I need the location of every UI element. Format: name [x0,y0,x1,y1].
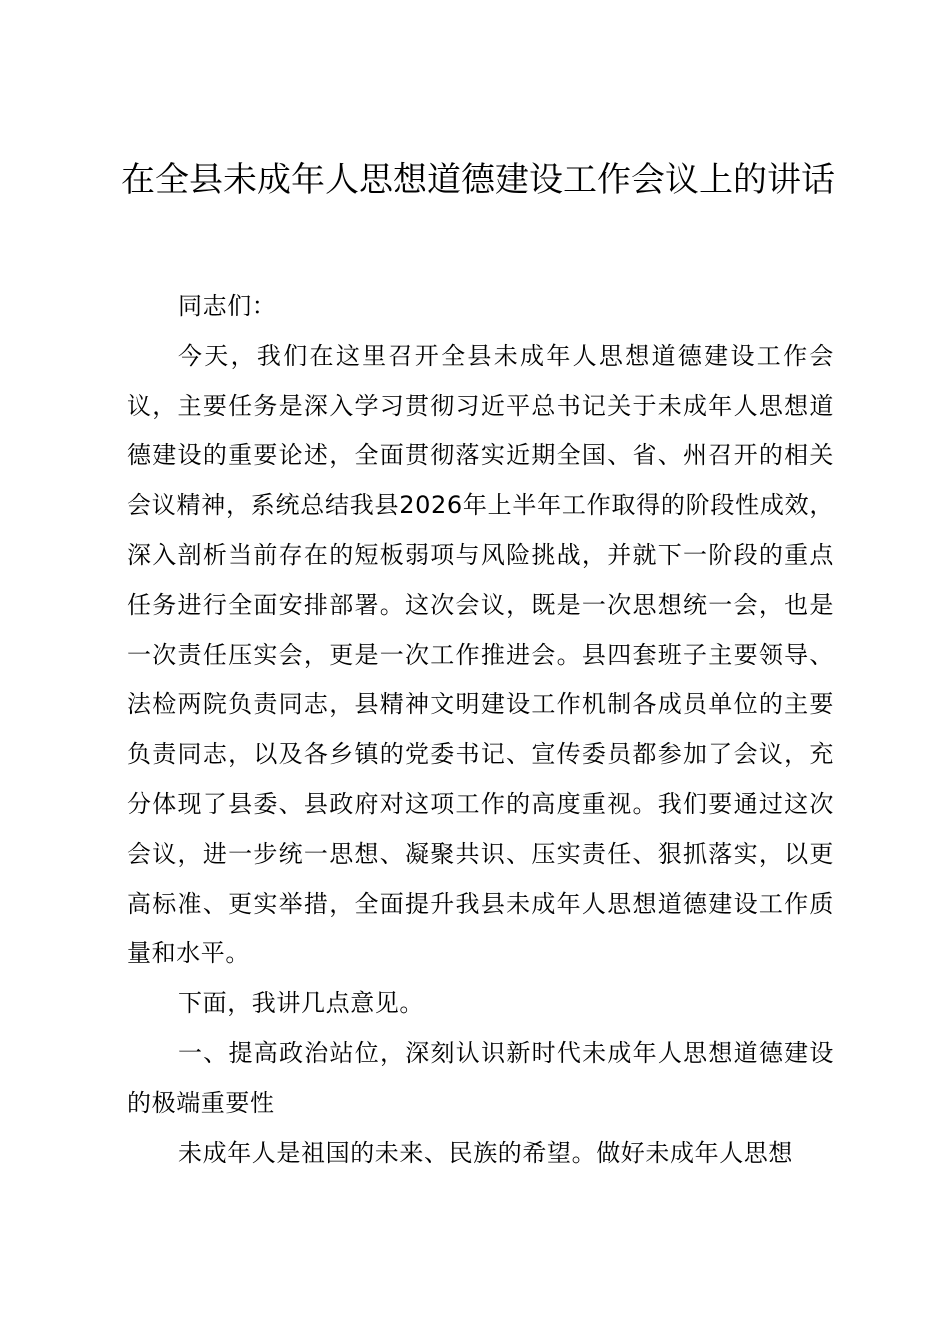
section-heading: 一、提高政治站位，深刻认识新时代未成年人思想道德建设的极端重要性 [127,1038,834,1117]
paragraph-opening: 今天，我们在这里召开全县未成年人思想道德建设工作会议，主要任务是深入学习贯彻习近平总书记关于未成年人思想道德建设的重要论述，全面贯彻落实近期全国、省、州召开的相关会议精神，系统总结我县2026年上半年工作取得的阶段性成效，深入剖析当前存在的短板弱项与风险挑战，并就下一阶段的重点任务进行全面安排部署。这次会议，既是一次思想统一会，也是一次责任压实会，更是一次工作推进会。县四套班子主要领导、法检两院负责同志，县精神文明建设工作机制各成员单位的主要负责同志，以及各乡镇的党委书记、宣传委员都参加了会议，充分体现了县委、县政府对这项工作的高度重视。我们要通过这次会议，进一步统一思想、凝聚共识、压实责任、狠抓落实，以更高标准、更实举措，全面提升我县未成年人思想道德建设工作质量和水平。 [127,341,834,968]
document-title: 在全县未成年人思想道德建设工作会议上的讲话 [121,160,835,200]
salutation: 同志们： [178,292,277,320]
paragraph-transition: 下面，我讲几点意见。 [178,989,424,1018]
document-body [127,282,834,1178]
section-paragraph: 未成年人是祖国的未来、民族的希望。做好未成年人思想 [178,1138,793,1167]
